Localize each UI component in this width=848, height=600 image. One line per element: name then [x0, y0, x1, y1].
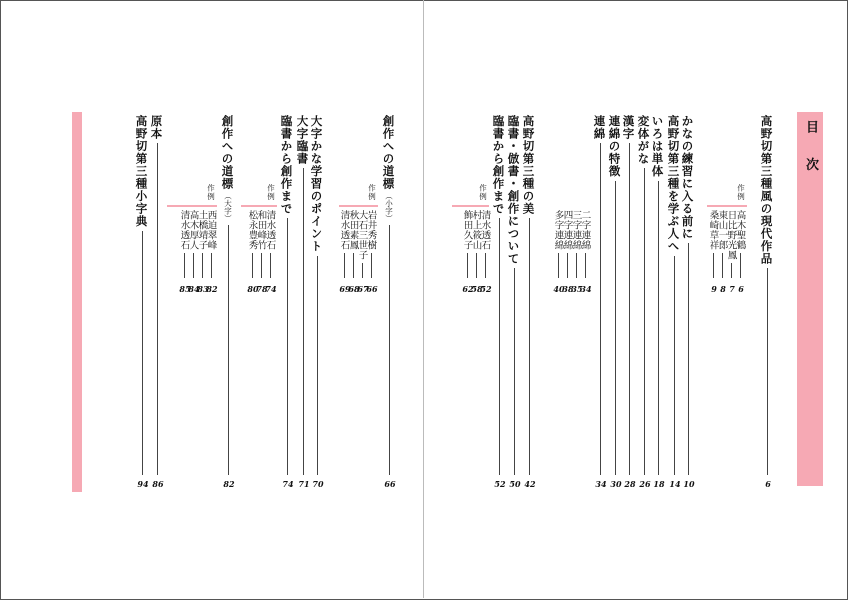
- example-author: 西迫翠峰: [205, 210, 217, 250]
- leader-line: [344, 253, 345, 278]
- page-number: 86: [152, 479, 164, 489]
- page-number: 52: [494, 479, 506, 489]
- example-author: 和田峰竹: [255, 210, 267, 250]
- leader-line: [362, 263, 363, 278]
- page-number: 68: [348, 284, 360, 294]
- toc-entry-title: 臨書から創作まで: [491, 115, 506, 215]
- leader-line: [567, 253, 568, 278]
- pink-rule: [452, 205, 489, 207]
- page-number: 18: [653, 479, 665, 489]
- example-author: 岩井秀樹: [365, 210, 377, 250]
- page-number: 74: [265, 284, 277, 294]
- example-author: 多字連綿: [552, 210, 564, 250]
- page-number: 83: [197, 284, 209, 294]
- pink-rule: [167, 205, 217, 207]
- page-number: 70: [312, 479, 324, 489]
- page-number: 52: [480, 284, 492, 294]
- page-number: 28: [624, 479, 636, 489]
- page-number: 7: [729, 284, 735, 294]
- page-number: 71: [298, 479, 310, 489]
- leader-line: [202, 253, 203, 278]
- toc-title: 目 次: [803, 120, 818, 181]
- leader-line: [157, 143, 158, 475]
- toc-entry-title: いろは単体: [650, 115, 665, 178]
- example-author: 高木厚人: [187, 210, 199, 250]
- toc-entry-title: 高野切第三種を学ぶ人へ: [666, 115, 681, 253]
- toc-entry-title: 原本: [149, 115, 164, 140]
- leader-line: [184, 253, 185, 278]
- leader-line: [389, 225, 390, 475]
- leader-line: [499, 218, 500, 475]
- leader-line: [485, 253, 486, 278]
- example-author: 清水透石: [264, 210, 276, 250]
- toc-entry-title: 大字かな学習のポイント: [309, 115, 324, 253]
- page-number: 8: [720, 284, 726, 294]
- toc-entry-title: 変体がな: [636, 115, 651, 165]
- toc-entry-title: かなの練習に入る前に: [680, 115, 695, 240]
- leader-line: [529, 218, 530, 475]
- toc-entry-title: 臨書から創作まで: [279, 115, 294, 215]
- page-number: 62: [462, 284, 474, 294]
- example-author: 東山一郎: [716, 210, 728, 250]
- page-number: 42: [524, 479, 536, 489]
- leader-line: [576, 253, 577, 278]
- leader-line: [600, 143, 601, 475]
- example-author: 飾田久子: [461, 210, 473, 250]
- toc-entry-title: 臨書・倣書・創作について: [506, 115, 521, 265]
- leader-line: [615, 181, 616, 476]
- example-author: 日比野光鳳: [725, 210, 737, 260]
- leader-line: [674, 256, 675, 476]
- page-number: 66: [366, 284, 378, 294]
- toc-entry-title: 創作への道標: [220, 115, 235, 190]
- page-number: 67: [357, 284, 369, 294]
- leader-line: [467, 253, 468, 278]
- page-number: 26: [639, 479, 651, 489]
- leader-line: [767, 268, 768, 475]
- page-number: 10: [683, 479, 695, 489]
- page-number: 66: [384, 479, 396, 489]
- leader-line: [287, 218, 288, 475]
- toc-entry-annotation: （大字）: [223, 192, 233, 222]
- page-number: 6: [765, 479, 771, 489]
- leader-line: [713, 253, 714, 278]
- page-gutter: [423, 0, 424, 598]
- example-author: 清水透石: [338, 210, 350, 250]
- leader-line: [476, 253, 477, 278]
- example-author: 高木聖鶴: [734, 210, 746, 250]
- leader-line: [740, 253, 741, 278]
- example-label: 作例: [266, 184, 276, 201]
- leader-line: [193, 253, 194, 278]
- leader-line: [317, 256, 318, 476]
- page-number: 35: [571, 284, 583, 294]
- page-number: 40: [553, 284, 565, 294]
- toc-entry-title: 高野切第三種風の現代作品: [759, 115, 774, 265]
- example-label: 作例: [478, 184, 488, 201]
- page-number: 82: [206, 284, 218, 294]
- leader-line: [731, 263, 732, 278]
- example-author: 土橋靖子: [196, 210, 208, 250]
- toc-entry-title: 連綿の特徴: [607, 115, 622, 178]
- page-number: 80: [247, 284, 259, 294]
- toc-entry-annotation: （小字）: [384, 192, 394, 222]
- page-number: 38: [562, 284, 574, 294]
- leader-line: [722, 253, 723, 278]
- leader-line: [211, 253, 212, 278]
- page-number: 58: [471, 284, 483, 294]
- left-page-accent-bar: [72, 112, 82, 492]
- page-number: 82: [223, 479, 235, 489]
- leader-line: [629, 143, 630, 475]
- example-author: 村上筱山: [470, 210, 482, 250]
- page-number: 34: [580, 284, 592, 294]
- example-author: 清水透石: [178, 210, 190, 250]
- page-number: 94: [137, 479, 149, 489]
- example-author: 二字連綿: [579, 210, 591, 250]
- example-author: 松永豊秀: [246, 210, 258, 250]
- page-number: 78: [256, 284, 268, 294]
- example-author: 大石三世子: [356, 210, 368, 260]
- page-number: 34: [595, 479, 607, 489]
- toc-entry-title: 高野切第三種の美: [521, 115, 536, 215]
- toc-entry-title: 高野切第三種小字典: [134, 115, 149, 228]
- page-number: 6: [738, 284, 744, 294]
- example-author: 清水透石: [479, 210, 491, 250]
- example-label: 作例: [367, 184, 377, 201]
- example-author: 四字連綿: [561, 210, 573, 250]
- leader-line: [228, 225, 229, 475]
- pink-rule: [707, 205, 747, 207]
- leader-line: [514, 268, 515, 475]
- toc-entry-title: 連綿: [592, 115, 607, 140]
- leader-line: [688, 243, 689, 475]
- page-number: 30: [610, 479, 622, 489]
- pink-rule: [339, 205, 378, 207]
- page-number: 85: [179, 284, 191, 294]
- page-number: 69: [339, 284, 351, 294]
- example-label: 作例: [736, 184, 746, 201]
- leader-line: [261, 253, 262, 278]
- example-author: 三字連綿: [570, 210, 582, 250]
- leader-line: [558, 253, 559, 278]
- leader-line: [142, 231, 143, 476]
- leader-line: [303, 168, 304, 475]
- toc-entry-title: 大字臨書: [295, 115, 310, 165]
- leader-line: [252, 253, 253, 278]
- leader-line: [644, 168, 645, 475]
- page-number: 74: [282, 479, 294, 489]
- pink-rule: [241, 205, 277, 207]
- leader-line: [371, 253, 372, 278]
- example-author: 桑崎草祥: [707, 210, 719, 250]
- page-number: 84: [188, 284, 200, 294]
- example-author: 秋田素鳳: [347, 210, 359, 250]
- page-number: 14: [669, 479, 681, 489]
- leader-line: [585, 253, 586, 278]
- leader-line: [658, 181, 659, 476]
- page-number: 9: [711, 284, 717, 294]
- example-label: 作例: [206, 184, 216, 201]
- leader-line: [270, 253, 271, 278]
- toc-entry-title: 創作への道標: [381, 115, 396, 190]
- leader-line: [353, 253, 354, 278]
- page-number: 50: [509, 479, 521, 489]
- toc-entry-title: 漢字: [621, 115, 636, 140]
